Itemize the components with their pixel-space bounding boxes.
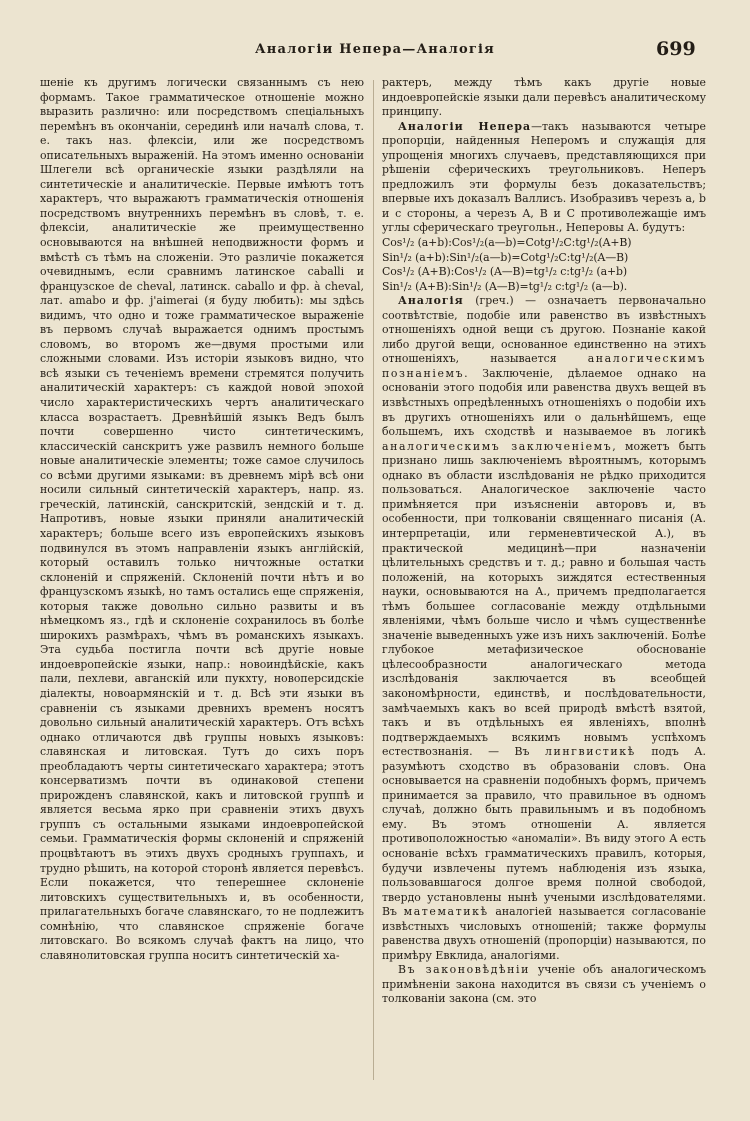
- spaced-term: математикѣ: [403, 905, 489, 919]
- article-text: , можетъ быть признано лишь заключеніемъ вѣроятнымъ, которымъ однако въ области изслѣдованія не рѣдко приходится пользоваться. Аналогическое заключеніе часто примѣняется при изъясненіи авторовъ и, въ особенности, при толкованіи священнаго писанія (А. интерпретаціи, или герменевтической А.), въ практической медицинѣ—при назначеніи цѣлительныхъ средствъ и т. д.; равно и большая часть положеній, на которыхъ зиждятся естественныя науки, основываются на А., причемъ предполагается тѣмъ большее согласованіе между отдѣльными явленіями, чѣмъ больше число и чѣмъ существеннѣе значеніе выведенныхъ уже изъ нихъ заключеній. Болѣе глубокое метафизическое обоснованіе цѣлесообразности аналогическаго метода изслѣдованія заключается въ всеобщей закономѣрности, единствѣ, и послѣдовательности, замѣчаемыхъ какъ во всей природѣ вмѣстѣ взятой, такъ и въ отдѣльныхъ ея явленіяхъ, вполнѣ подтверждаемыхъ всякимъ новымъ успѣхомъ естествознанія. — Въ: [382, 439, 706, 759]
- article-text: подъ А. разумѣютъ сходство въ образованіи словъ. Она основывается на сравненіи подобныхъ формъ, причемъ принимается за правило, что правильное въ одномъ случаѣ, должно быть правильнымъ и въ подобномъ ему. Въ этомъ отношеніи А. является противоположностью «аномаліи». Въ виду этого А есть основаніе всѣхъ грамматическихъ правилъ, которыя, будучи извлечены путемъ наблюденія изъ языка, пользовавшагося долгое время полной свободой, твердо установлены нынѣ учеными изслѣдователями. Въ: [382, 745, 707, 919]
- formula-line: Sin¹/₂ (a+b):Sin¹/₂(a—b)=Cotg¹/₂C:tg¹/₂(A—B): [382, 250, 629, 264]
- paragraph-jurisprudence: [382, 963, 706, 1007]
- article-analogy: [382, 294, 706, 963]
- formula-line: Cos¹/₂ (A+B):Cos¹/₂ (A—B)=tg¹/₂ c:tg¹/₂ (a+b): [382, 265, 628, 279]
- article-text: —такъ называются четыре пропорціи, найденныя Неперомъ и служащія для упрощенія многихъ случаевъ, представляющихся при рѣшеніи сферическихъ треугольниковъ. Неперъ предложилъ эти формулы безъ доказательствъ; впервые ихъ доказалъ Валлисъ. Изобразивъ черезъ a, b и c стороны, а черезъ A, B и C противолежащіе имъ углы сферическаго треугольн., Неперовы А. будутъ:: [382, 119, 706, 235]
- article-text: ученіе объ аналогическомъ примѣненіи закона находится въ связи съ ученіемъ о толкованіи закона (см. это: [382, 963, 706, 1006]
- paragraph: шеніе къ другимъ логически связаннымъ съ нею формамъ. Такое грамматическое отношеніе можно выразить различно: или посредствомъ спеціальныхъ перемѣнъ въ окончаніи, серединѣ или началѣ слова, т. е. такъ наз. флексіи, или же посредствомъ описательныхъ выраженій. На этомъ именно основаніи Шлегели всѣ органическіе языки раздѣляли на синтетическіе и аналитическіе. Первые имѣютъ тотъ характеръ, что выражаютъ грамматическія отношенія посредствомъ внутреннихъ перемѣнъ въ словѣ, т. е. флексіи, аналитическіе же преимущественно основываются на внѣшней неподвижности формъ и вмѣстѣ съ тѣмъ на сложеніи. Это различіе покажется очевиднымъ, если сравнимъ латинское caballi и французское de cheval, латинск. caballo и фр. à cheval, лат. amabo и фр. j'aimerai (я буду любить): мы здѣсь видимъ, что одно и тоже грамматическое выраженіе въ первомъ случаѣ выражается однимъ простымъ словомъ, во второмъ же—двумя простыми или сложными словами. Изъ исторіи языковъ видно, что всѣ языки съ теченіемъ времени стремятся получить аналитическій характеръ: съ каждой новой эпохой число характеристическихъ чертъ аналитическаго класса возрастаетъ. Древнѣйшій языкъ Ведъ былъ почти совершенно чисто синтетическимъ, классическій санскритъ уже развилъ немного больше новые аналитическіе элементы; тоже самое случилось со всѣми другими языками: въ древнемъ мірѣ всѣ они носили сильный синтетическій характеръ, напр. яз. греческій, латинскій, санскритскій, зендскій и т. д. Напротивъ, новые языки приняли аналитическій характеръ; больше всего изъ европейскихъ языковъ подвинулся въ этомъ направленіи языкъ англійскій, который оставилъ только ничтожные остатки склоненій и спряженій. Склоненій почти нѣтъ и во французскомъ языкѣ, но тамъ остались еще спряженія, которыя также довольно сильно развиты и въ нѣмецкомъ яз., гдѣ и склоненіе сохранилось въ болѣе широкихъ размѣрахъ, чѣмъ въ романскихъ языкахъ. Эта судьба постигла почти всѣ другіе новые индоевропейскіе языки, напр.: новоиндѣйскіе, какъ пали, пехлеви, авганскій или пукхту, новоперсидскіе діалекты, новоармянскій и т. д. Всѣ эти языки въ сравненіи съ языками древнихъ временъ носятъ довольно сильный аналитическій характеръ. Отъ всѣхъ однако отличаются двѣ группы новыхъ языковъ: славянская и литовская. Тутъ до сихъ поръ преобладаютъ черты синтетическаго характера; этотъ консерватизмъ почти въ одинаковой степени прирожденъ славянской, какъ и литовской группѣ и является весьма ярко при сравненіи этихъ двухъ группъ съ остальными языками индоевропейской семьи. Грамматическія формы склоненій и спряженій процвѣтаютъ въ этихъ двухъ сродныхъ группахъ, и трудно рѣшить, на которой сторонѣ является перевѣсъ. Если покажется, что теперешнее склоненіе литовскихъ существительныхъ и, въ особенности, прилагательныхъ богаче славянскаго, то не подлежитъ сомнѣнію, что славянское спряженіе богаче литовскаго. Во всякомъ случаѣ фактъ на лицо, что славянолитовская группа носитъ синтетическій ха-: [40, 76, 364, 962]
- article-headword: Аналогія: [398, 294, 464, 308]
- paragraph: рактеръ, между тѣмъ какъ другіе новые индоевропейскіе языки дали перевѣсъ аналитическому принципу.: [382, 76, 706, 119]
- page-number: 699: [656, 38, 696, 60]
- left-column: [40, 76, 364, 963]
- article-text: . Заключеніе, дѣлаемое однако на основаніи этого подобія или равенства двухъ вещей въ извѣстныхъ опредѣленныхъ отношеніяхъ о подобіи ихъ въ другихъ отношеніяхъ или о дальнѣйшемъ, еще большемъ, ихъ сходствѣ и называемое въ логикѣ: [382, 366, 706, 439]
- formula-line: Sin¹/₂ (A+B):Sin¹/₂ (A—B)=tg¹/₂ c:tg¹/₂ (a—b).: [382, 279, 628, 293]
- article-text: (греч.) — означаетъ первоначально соотвѣтствіе, подобіе или равенство въ извѣстныхъ отношеніяхъ одной вещи съ другою. Познаніе какой либо другой вещи, основанное единственно на этихъ отношеніяхъ, называется: [382, 294, 706, 366]
- article-napier-analogies: [382, 120, 706, 236]
- running-header: [0, 38, 750, 64]
- spaced-term: аналогическимъ заключеніемъ: [382, 439, 613, 453]
- spaced-term: Въ законовѣдѣніи: [398, 963, 530, 977]
- article-text: аналогіей называется согласованіе извѣстныхъ числовыхъ отношеній; также формулы равенства двухъ отношеній (пропорціи) называются, по примѣру Евклида, аналогіями.: [382, 905, 707, 962]
- spaced-term: аналогическимъ познаніемъ: [382, 352, 707, 380]
- right-column: [382, 76, 706, 1007]
- article-headword: Аналогіи Непера: [398, 119, 532, 133]
- formula-line: Cos¹/₂ (a+b):Cos¹/₂(a—b)=Cotg¹/₂C:tg¹/₂(A+B): [382, 236, 632, 250]
- running-title: Аналогіи Непера—Аналогія: [255, 42, 495, 57]
- column-divider: [373, 80, 374, 1080]
- spaced-term: лингвистикѣ: [544, 745, 636, 759]
